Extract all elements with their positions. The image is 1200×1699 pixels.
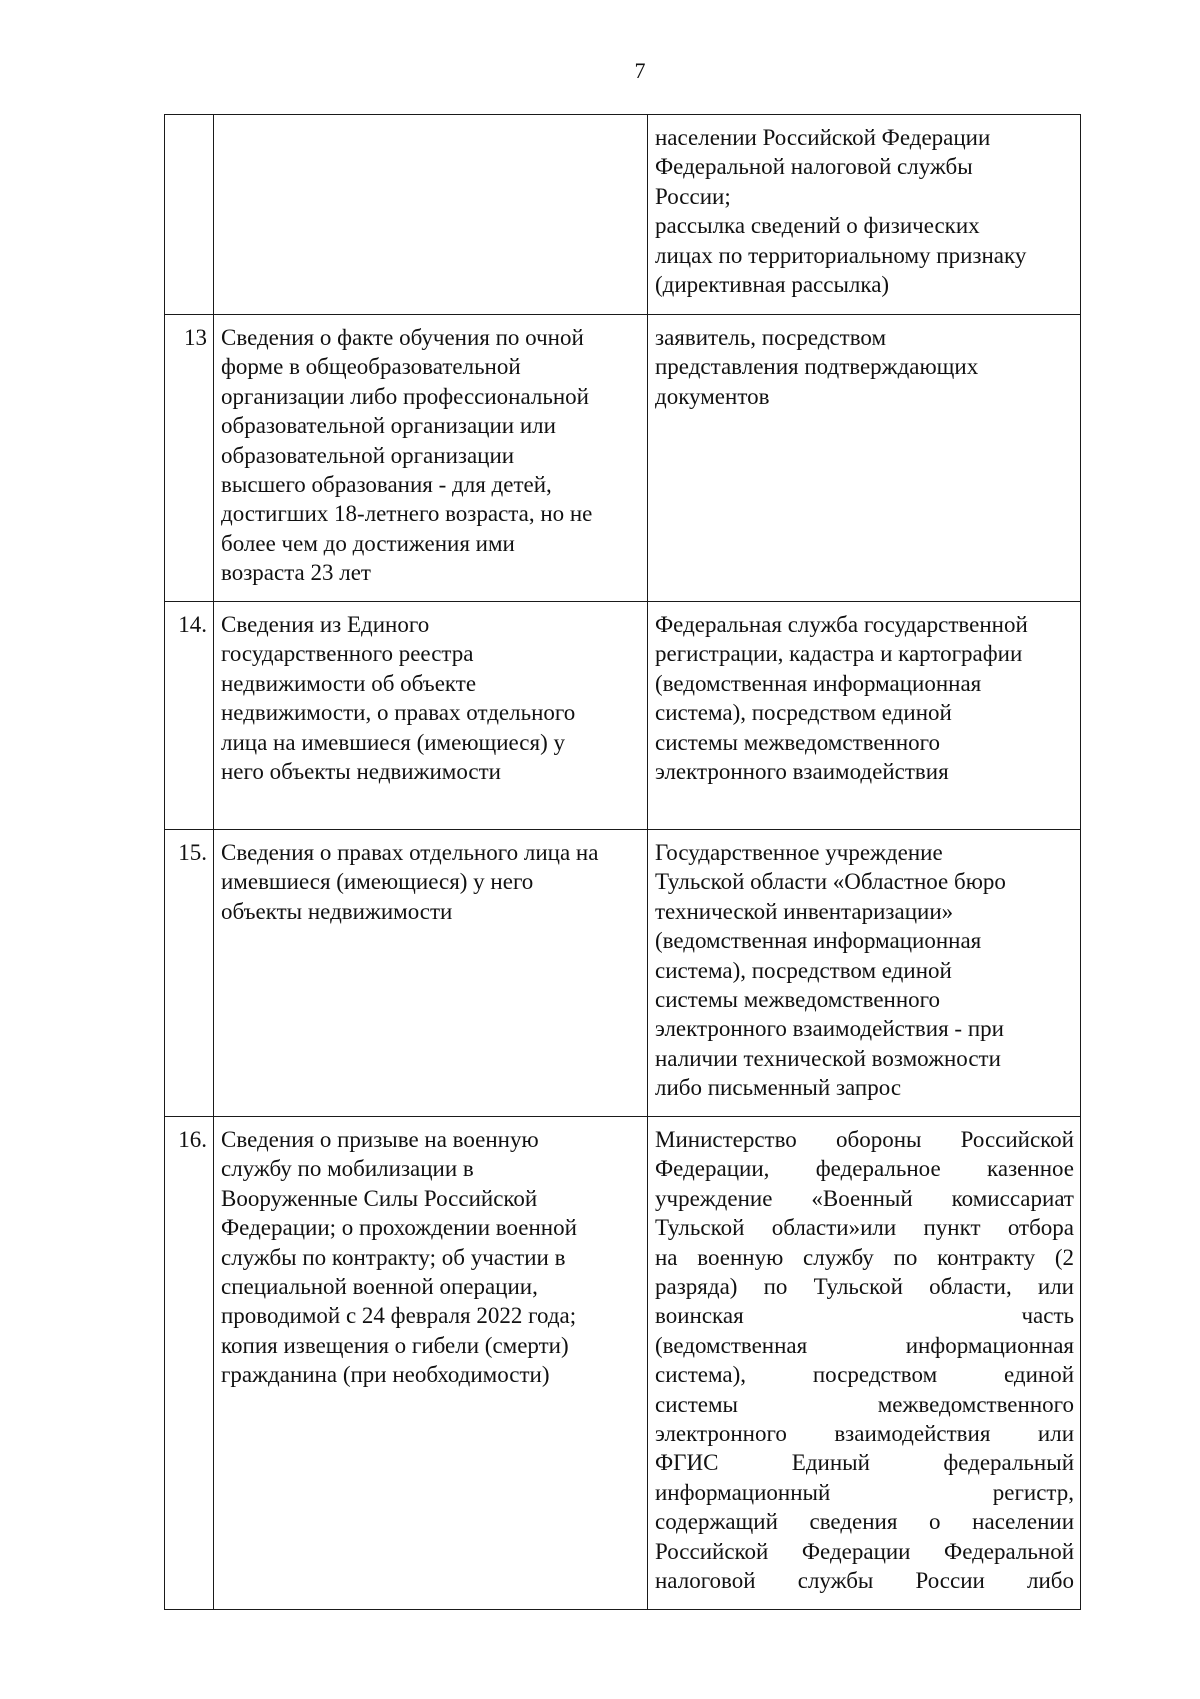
source-line: системы межведомственного: [655, 1391, 1074, 1417]
document-line: Сведения из Единого: [221, 612, 430, 637]
row-number-cell: 13: [165, 315, 214, 602]
source-line: (ведомственная информационная: [655, 670, 982, 696]
document-line: объекты недвижимости: [221, 898, 453, 924]
source-line: Тульской области»или пункт отбора: [655, 1215, 1074, 1241]
source-line: Федеральной налоговой службы: [655, 154, 973, 180]
source-line: воинская часть: [655, 1303, 1074, 1329]
source-line: учреждение «Военный комиссариат: [655, 1185, 1074, 1211]
document-cell: [214, 602, 648, 830]
source-cell: [648, 602, 1081, 830]
source-line: Федеральная служба государственной: [655, 612, 1028, 637]
source-cell: [648, 1117, 1081, 1610]
source-line: либо письменный запрос: [655, 1075, 902, 1101]
document-cell: [214, 1117, 648, 1610]
source-line: содержащий сведения о населении: [655, 1509, 1074, 1535]
source-cell: [648, 115, 1081, 315]
source-line: наличии технической возможности: [655, 1045, 1001, 1071]
document-line: службу по мобилизации в: [221, 1156, 474, 1182]
document-line: образовательной организации: [221, 442, 515, 468]
document-line: организации либо профессиональной: [221, 383, 589, 409]
source-line: (директивная рассылка): [655, 272, 890, 298]
document-cell: [214, 315, 648, 602]
source-line: технической инвентаризации»: [655, 898, 954, 924]
document-line: Сведения о призыве на военную: [221, 1127, 539, 1152]
document-line: Сведения о правах отдельного лица на: [221, 840, 599, 865]
page-number: 7: [634, 58, 646, 83]
source-line: заявитель, посредством: [655, 325, 887, 350]
row-number-cell: 16.: [165, 1117, 214, 1610]
document-line: специальной военной операции,: [221, 1274, 538, 1300]
source-cell: [648, 830, 1081, 1117]
source-line: Федерации, федеральное казенное: [655, 1156, 1074, 1182]
source-line: электронного взаимодействия: [655, 759, 949, 785]
source-line: населении Российской Федерации: [655, 125, 991, 150]
source-line: Государственное учреждение: [655, 840, 943, 865]
table-row: [165, 115, 1081, 315]
document-line: лица на имевшиеся (имеющиеся) у: [221, 729, 566, 755]
source-line: система), посредством единой: [655, 1362, 1074, 1388]
document-line: него объекты недвижимости: [221, 759, 501, 785]
row-number-cell: 14.: [165, 602, 214, 830]
source-line: электронного взаимодействия или: [655, 1421, 1074, 1447]
source-line: лицах по территориальному признаку: [655, 242, 1027, 268]
documents-table: [164, 114, 1081, 1610]
document-line: более чем до достижения ими: [221, 530, 515, 556]
document-cell: [214, 115, 648, 315]
source-line: (ведомственная информационная: [655, 928, 982, 954]
document-line: возраста 23 лет: [221, 560, 371, 586]
source-line: на военную службу по контракту (2: [655, 1244, 1074, 1270]
document-line: недвижимости об объекте: [221, 670, 477, 696]
document-line: службы по контракту; об участии в: [221, 1244, 566, 1270]
source-line: системы межведомственного: [655, 729, 941, 755]
source-line: (ведомственная информационная: [655, 1332, 1074, 1358]
source-line: представления подтверждающих: [655, 354, 979, 380]
document-line: проводимой с 24 февраля 2022 года;: [221, 1303, 577, 1329]
source-line: информационный регистр,: [655, 1479, 1074, 1505]
document-line: образовательной организации или: [221, 413, 556, 439]
table-row: [165, 315, 1081, 602]
table-row: [165, 830, 1081, 1117]
document-line: достигших 18-летнего возраста, но не: [221, 501, 593, 527]
source-line: системы межведомственного: [655, 987, 941, 1013]
document-line: Федерации; о прохождении военной: [221, 1215, 577, 1241]
document-line: недвижимости, о правах отдельного: [221, 700, 576, 726]
document-line: Сведения о факте обучения по очной: [221, 325, 584, 350]
source-line: система), посредством единой: [655, 700, 952, 726]
row-number-cell: 15.: [165, 830, 214, 1117]
source-line: электронного взаимодействия - при: [655, 1016, 1004, 1042]
source-line: регистрации, кадастра и картографии: [655, 641, 1023, 667]
source-line: России;: [655, 183, 731, 209]
source-line: налоговой службы России либо: [655, 1568, 1074, 1594]
document-line: высшего образования - для детей,: [221, 472, 552, 498]
document-line: имевшиеся (имеющиеся) у него: [221, 869, 534, 895]
document-line: Вооруженные Силы Российской: [221, 1185, 538, 1211]
document-line: государственного реестра: [221, 641, 474, 667]
document-line: форме в общеобразовательной: [221, 354, 521, 380]
source-line: Министерство обороны Российской: [655, 1127, 1074, 1152]
source-line: разряда) по Тульской области, или: [655, 1274, 1074, 1300]
source-line: документов: [655, 383, 770, 409]
source-line: рассылка сведений о физических: [655, 213, 980, 239]
document-line: гражданина (при необходимости): [221, 1362, 550, 1388]
table-row: [165, 602, 1081, 830]
source-line: Тульской области «Областное бюро: [655, 869, 1006, 895]
document-line: копия извещения о гибели (смерти): [221, 1332, 569, 1358]
source-cell: [648, 315, 1081, 602]
source-line: ФГИС Единый федеральный: [655, 1450, 1074, 1476]
source-line: Российской Федерации Федеральной: [655, 1538, 1074, 1564]
source-line: система), посредством единой: [655, 957, 952, 983]
table-row: [165, 1117, 1081, 1610]
row-number-cell: [165, 115, 214, 315]
document-cell: [214, 830, 648, 1117]
